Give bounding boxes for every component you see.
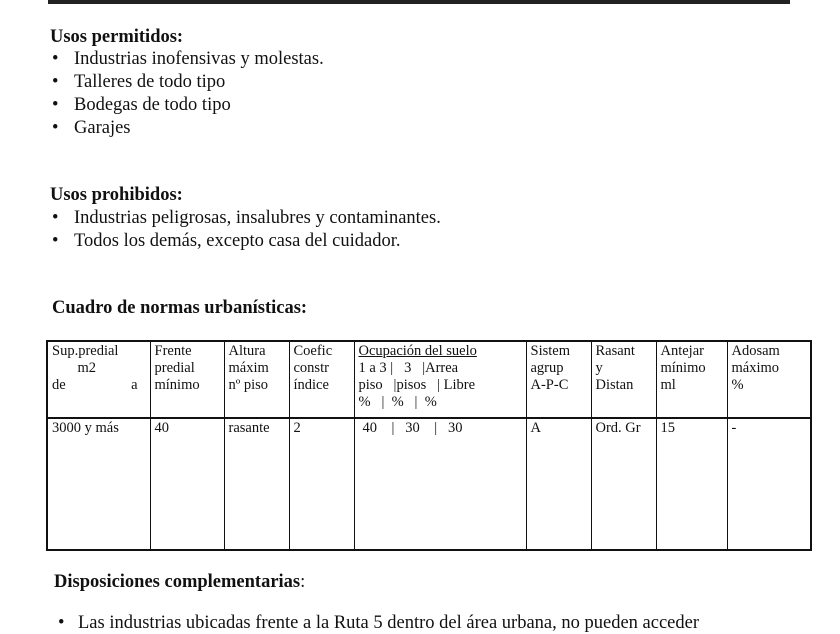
usos-prohibidos-list	[50, 207, 441, 253]
header-rasant: Rasant y Distan	[591, 341, 656, 418]
cell-sup-predial: 3000 y más	[47, 418, 150, 550]
usos-permitidos-title: Usos permitidos:	[50, 27, 184, 47]
cell-antejar: 15	[656, 418, 727, 550]
disposiciones-colon: :	[300, 572, 306, 592]
header-sup-predial: Sup.predial m2 de a	[47, 341, 150, 418]
bullet-icon: •	[58, 613, 65, 633]
list-item: • Todos los demás, excepto casa del cuidador.	[50, 230, 441, 253]
top-edge-rule	[48, 0, 790, 4]
header-frente: Frente predial mínimo	[150, 341, 224, 418]
cell-sistem: A	[526, 418, 591, 550]
table-row	[47, 418, 811, 550]
header-adosam: Adosam máximo %	[727, 341, 811, 418]
normas-table	[46, 340, 812, 551]
cuadro-title: Cuadro de normas urbanísticas:	[52, 298, 308, 318]
cell-rasant: Ord. Gr	[591, 418, 656, 550]
table-header-row	[47, 341, 811, 418]
list-item: • Garajes	[50, 117, 324, 140]
header-altura: Altura máxim nº piso	[224, 341, 289, 418]
header-coefic: Coefic constr índice	[289, 341, 354, 418]
header-ocupacion: Ocupación del suelo 1 a 3 | 3 |Arrea piso |pisos | Libre % | % | %	[354, 341, 526, 418]
list-item: • Talleres de todo tipo	[50, 71, 324, 94]
disposiciones-first-item: • Las industrias ubicadas frente a la Ruta 5 dentro del área urbana, no pueden acceder	[58, 613, 700, 633]
disposiciones-heading	[54, 572, 305, 592]
list-item: • Industrias peligrosas, insalubres y contaminantes.	[50, 207, 441, 230]
cell-ocupacion: 40 | 30 | 30	[354, 418, 526, 550]
disposiciones-title: Disposiciones complementarias	[54, 572, 301, 592]
cell-frente: 40	[150, 418, 224, 550]
cell-adosam: -	[727, 418, 811, 550]
list-item: • Bodegas de todo tipo	[50, 94, 324, 117]
usos-permitidos-list	[50, 48, 324, 140]
header-antejar: Antejar mínimo ml	[656, 341, 727, 418]
list-item: • Industrias inofensivas y molestas.	[50, 48, 324, 71]
cell-altura: rasante	[224, 418, 289, 550]
usos-prohibidos-title: Usos prohibidos:	[50, 185, 183, 205]
cell-coefic: 2	[289, 418, 354, 550]
header-sistem: Sistem agrup A-P-C	[526, 341, 591, 418]
